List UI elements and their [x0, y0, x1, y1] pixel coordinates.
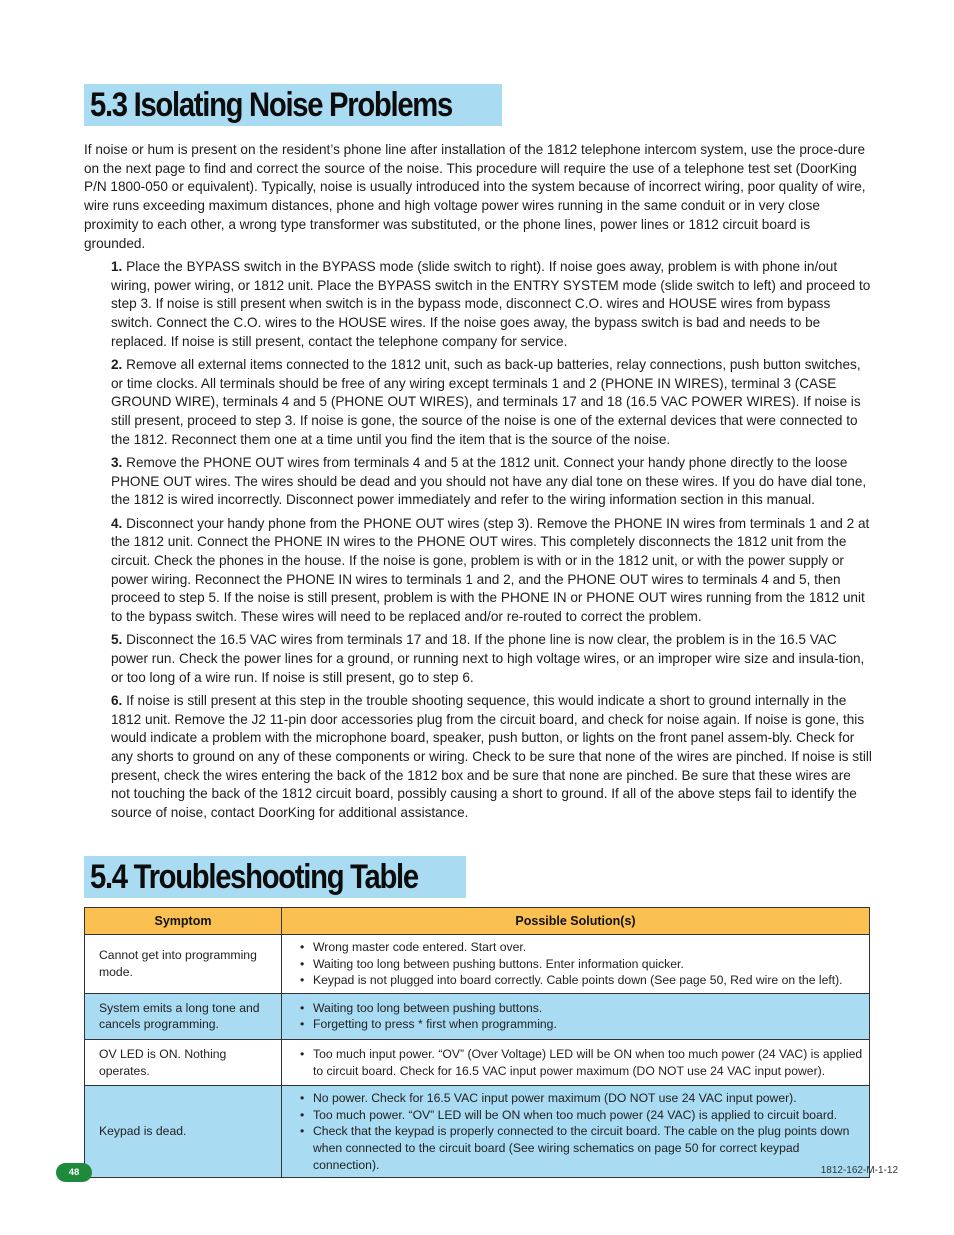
- step-item: [111, 258, 873, 352]
- step-item: [111, 631, 873, 687]
- symptom-cell: Cannot get into programming mode.: [85, 935, 282, 994]
- symptom-cell: OV LED is ON. Nothing operates.: [85, 1039, 282, 1085]
- step-text: If noise is still present at this step in the trouble shooting sequence, this would indicate a short to ground internally in the 1812 unit. Remove the J2 11-pin door accessories plug from the circuit board, and check for noise again. If noise is gone, this would indicate a problem with the microphone board, speaker, push button, or lights on the front panel assem-bly. Check for any shorts to ground on any of these components or wiring. Check to be sure that none of the wires are pinched. If noise is still present, check the wires entering the back of the 1812 box and be sure that none are pinched. Be sure that these wires are not touching the back of the 1812 circuit board, possibly causing a short to ground. If all of the above steps fail to identify the source of noise, contact DoorKing for additional assistance.: [111, 692, 872, 821]
- step-text: Remove the PHONE OUT wires from terminals 4 and 5 at the 1812 unit. Connect your handy phone directly to the loose PHONE OUT wires. The wires should be dead and you should not have any dial tone on these wires. If you do have dial tone, the 1812 is wired incorrectly. Disconnect power immediately and refer to the wiring information section in this manual.: [111, 455, 867, 508]
- intro-paragraph: If noise or hum is present on the resident’s phone line after installation of the 1812 telephone intercom system, use the proce-dure on the next page to find and correct the source of the noise. This procedure will require the use of a telephone test set (DoorKing P/N 1800-050 or equivalent). Typically, noise is usually introduced into the system because of incorrect wiring, poor quality of wire, wire runs exceeding maximum distances, phone and high voltage power wires running in the same conduit or in very close proximity to each other, a wrong type transformer was substituted, or the phone lines, power lines or 1812 circuit board is grounded.: [84, 142, 866, 251]
- section-title-isolating-noise: 5.3 Isolating Noise Problems: [84, 84, 502, 126]
- solution-item: • Too much power. “OV” LED will be ON when too much power (24 VAC) is applied to circuit board.: [300, 1107, 863, 1124]
- step-text: Place the BYPASS switch in the BYPASS mode (slide switch to right). If noise goes away, problem is with phone in/out wiring, power wiring, or 1812 unit. Place the BYPASS switch in the ENTRY SYSTEM mode (slide switch to left) and proceed to step 3. If noise is still present when switch is in the bypass mode, disconnect C.O. wires and HOUSE wires from bypass switch. Connect the C.O. wires to the HOUSE wires. If the noise goes away, the bypass switch is bad and needs to be replaced. If noise is still present, contact the telephone company for service.: [111, 259, 871, 349]
- section-title-troubleshooting-table: 5.4 Troubleshooting Table: [84, 856, 466, 898]
- solution-item: • No power. Check for 16.5 VAC input power maximum (DO NOT use 24 VAC input power).: [300, 1090, 863, 1107]
- solution-item: • Too much input power. “OV” (Over Voltage) LED will be ON when too much power (24 VAC) is applied to circuit board. Check for 16.5 VAC input power maximum (DO NOT use 24 VAC input power).: [300, 1046, 863, 1079]
- step-text: Disconnect your handy phone from the PHONE OUT wires (step 3). Remove the PHONE IN wires from terminals 1 and 2 at the 1812 unit. Connect the PHONE IN wires to the PHONE OUT wires. This completely disconnects the 1812 unit from the circuit. Check the phones in the house. If the noise is gone, problem is with or in the 1812 unit, or with the power supply or power wiring. Reconnect the PHONE IN wires to terminals 1 and 2, and the PHONE OUT wires to terminals 4 and 5, then proceed to step 5. If the noise is still present, problem is with the PHONE IN or PHONE OUT wires running from the 1812 unit to the bypass switch. These wires will need to be replaced and/or re-routed to correct the problem.: [111, 515, 870, 625]
- procedure-steps: [111, 258, 873, 827]
- table-header-row: [85, 908, 870, 935]
- table-row: [85, 1039, 870, 1085]
- step-number: 6.: [111, 692, 123, 708]
- step-number: 3.: [111, 455, 123, 471]
- step-item: [111, 356, 873, 450]
- table-row: [85, 993, 870, 1039]
- symptom-cell: System emits a long tone and cancels programming.: [85, 993, 282, 1039]
- step-text: Remove all external items connected to the 1812 unit, such as back-up batteries, relay connections, push button switches, or time clocks. All terminals should be free of any wiring except terminals 1 and 2 (PHONE IN WIRES), terminal 3 (CASE GROUND WIRE), terminals 4 and 5 (PHONE OUT WIRES), and terminals 17 and 18 (16.5 VAC POWER WIRES). If noise is still present, proceed to step 3. If noise is gone, the source of the noise is one of the external devices that were connected to the 1812. Reconnect them one at a time until you find the item that is the source of the noise.: [111, 357, 861, 447]
- troubleshooting-table: [84, 907, 870, 1178]
- solutions-cell: [282, 935, 870, 994]
- solution-item: • Keypad is not plugged into board correctly. Cable points down (See page 50, Red wire on the left).: [300, 972, 863, 989]
- solution-item: • Check that the keypad is properly connected to the circuit board. The cable on the plug points down when connected to the circuit board (See wiring schematics on page 50 for correct keypad connection).: [300, 1123, 863, 1173]
- step-item: [111, 515, 873, 627]
- step-item: [111, 454, 873, 510]
- column-header-solutions: Possible Solution(s): [282, 908, 870, 935]
- step-number: 4.: [111, 515, 123, 531]
- solution-item: • Forgetting to press * first when programming.: [300, 1016, 863, 1033]
- solutions-cell: [282, 1039, 870, 1085]
- step-item: [111, 692, 873, 823]
- step-number: 2.: [111, 357, 123, 373]
- step-text: Disconnect the 16.5 VAC wires from terminals 17 and 18. If the phone line is now clear, the problem is in the 16.5 VAC power run. Check the power lines for a ground, or running next to high voltage wires, or an improper wire size and insula-tion, or too long of a wire run. If noise is still present, go to step 6.: [111, 632, 865, 685]
- page-number-badge: 48: [56, 1163, 92, 1182]
- document-code: 1812-162-M-1-12: [820, 1165, 898, 1176]
- step-number: 1.: [111, 259, 123, 274]
- solution-item: • Waiting too long between pushing buttons.: [300, 1000, 863, 1017]
- table-row: [85, 935, 870, 994]
- table-row: [85, 1086, 870, 1178]
- step-number: 5.: [111, 632, 123, 648]
- solutions-cell: [282, 993, 870, 1039]
- solution-item: • Waiting too long between pushing buttons. Enter information quicker.: [300, 956, 863, 973]
- solution-item: • Wrong master code entered. Start over.: [300, 939, 863, 956]
- symptom-cell: Keypad is dead.: [85, 1086, 282, 1178]
- column-header-symptom: Symptom: [85, 908, 282, 935]
- solutions-cell: [282, 1086, 870, 1178]
